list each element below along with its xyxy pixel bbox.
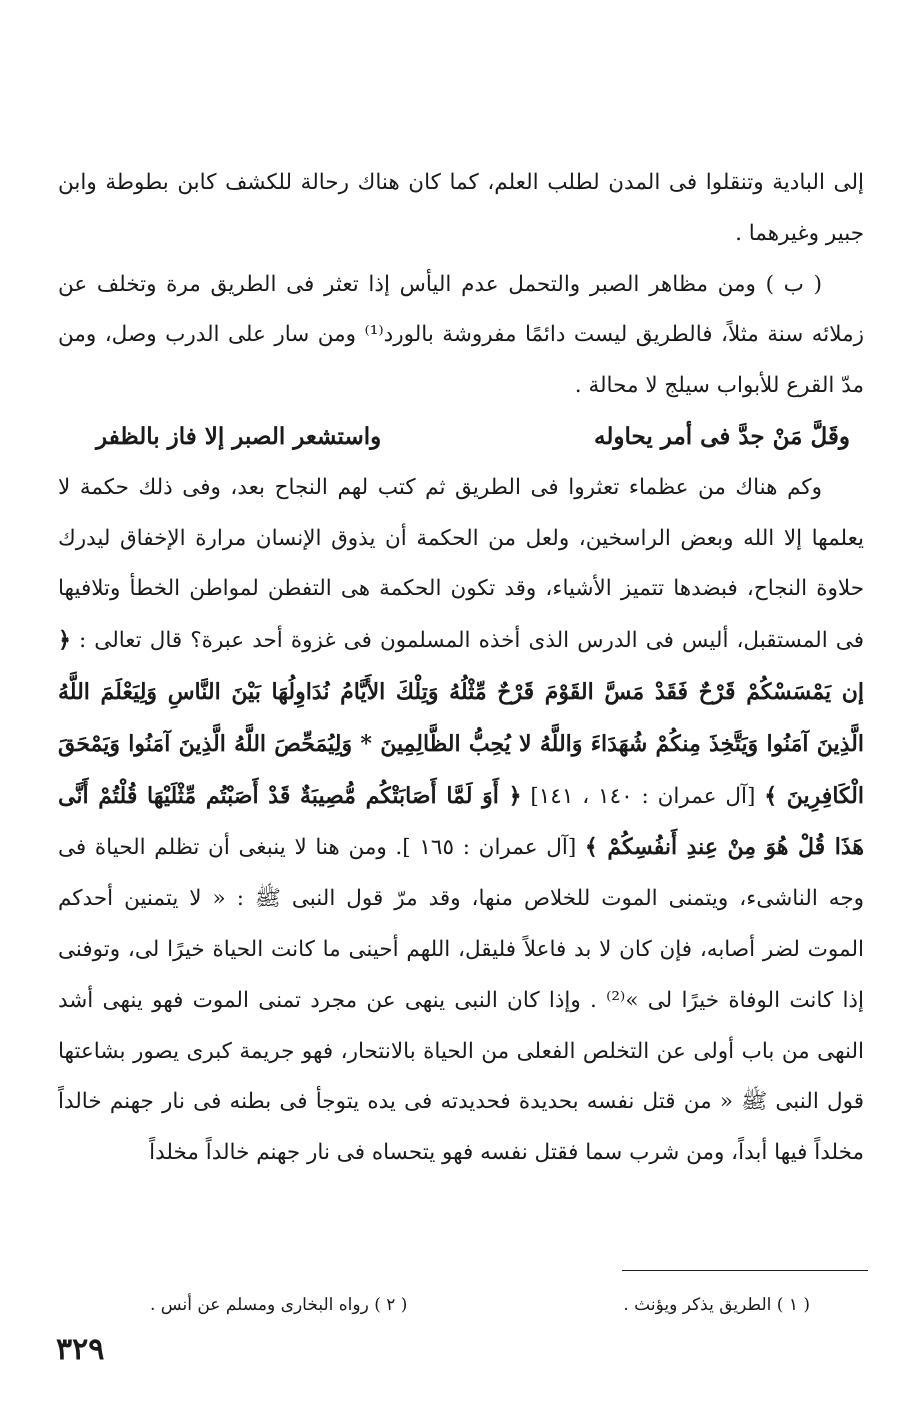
- quran-reference-2: [آل عمران : ١٦٥ ]: [402, 835, 577, 861]
- paragraph-patience: ( ب ) ومن مظاهر الصبر والتحمل عدم اليأس إذا تعثر فى الطريق مرة وتخلف عن زملائه سنة مثلاً، فالطريق ليست دائمًا مفروشة بالورد⁽¹⁾ ومن سار على الدرب وصل، ومن مدّ القرع للأبواب سيلج لا محالة .: [58, 271, 864, 399]
- quran-verse-2: ﴿ أَوَ لَمَّا أَصَابَتْكُم مُّصِيبَةٌ قَدْ أَصَبْتُم مِّثْلَيْهَا قُلْتُمْ أَنَّى هَذَا قُلْ هُوَ مِنْ عِندِ أَنفُسِكُمْ ﴾: [58, 782, 864, 861]
- quran-verse-1: ﴿ إن يَمْسَسْكُمْ قَرْحٌ فَقَدْ مَسَّ القَوْمَ قَرْحٌ مِّثْلُهُ وَتِلْكَ الأَيَّامُ نُدَاوِلُهَا بَيْنَ النَّاسِ وَلِيَعْلَمَ اللَّهُ الَّذِينَ آمَنُوا وَيَتَّخِذَ مِنكُمْ شُهَدَاءَ وَاللَّهُ لا يُحِبُّ الظَّالِمِينَ * وَلِيُمَحِّصَ اللَّهُ الَّذِينَ آمَنُوا وَيَمْحَقَ الْكَافِرِينَ ﴾: [58, 627, 864, 809]
- page-number: ٣٢٩: [56, 1332, 105, 1367]
- footnotes: [150, 1292, 810, 1318]
- poem-verse: [58, 412, 864, 463]
- footnote-1: ( ١ ) الطريق يذكر ويؤنث .: [623, 1295, 810, 1315]
- main-intro: وكم هناك من عظماء تعثروا فى الطريق ثم كتب لهم النجاح بعد، وفى ذلك حكمة لا يعلمها إلا الله وبعض الراسخين، ولعل من الحكمة أن يذوق الإنسان مرارة الإخفاق ليدرك حلاوة النجاح، فبضدها تتميز الأشياء، وقد تكون الحكمة هى التفطن لمواطن الخطأ وتلافيها فى المستقبل، أليس فى الدرس الذى أخذه المسلمون فى غزوة أحد عبرة؟ قال تعالى :: [58, 474, 864, 654]
- poem-first-hemistich: وقَلَّ مَنْ جدَّ فى أمر يحاوله: [594, 422, 850, 450]
- footnote-2: ( ٢ ) رواه البخارى ومسلم عن أنس .: [150, 1295, 408, 1315]
- footnote-divider: [622, 1270, 868, 1271]
- poem-second-hemistich: واستشعر الصبر إلا فاز بالظفر: [96, 422, 382, 450]
- main-continuation: . ومن هنا لا ينبغى أن تظلم الحياة فى وجه الناشىء، ويتمنى الموت للخلاص منها، وقد مرّ قول النبى ﷺ : « لا يتمنين أحدكم الموت لضر أصابه، فإن كان لا بد فاعلاً فليقل، اللهم أحينى ما كانت الحياة خيرًا لى، وتوفنى إذا كانت الوفاة خيرًا لى »⁽²⁾ . وإذا كان النبى ينهى عن مجرد تمنى الموت فهو ينهى أشد النهى من باب أولى عن التخلص الفعلى من الحياة بالانتحار، فهو جريمة كبرى يصور بشاعتها قول النبى ﷺ « من قتل نفسه بحديدة فحديدته فى يده يتوجأ فى بطنه فى نار جهنم خالداً مخلداً فيها أبداً، ومن شرب سما فقتل نفسه فهو يتحساه فى نار جهنم خالداً مخلداً: [58, 835, 864, 1166]
- quran-reference-1: [آل عمران : ١٤٠ ، ١٤١]: [530, 783, 756, 809]
- body-text: [58, 158, 864, 1179]
- paragraph-main: [58, 463, 864, 1179]
- paragraph-continuation: إلى البادية وتنقلوا فى المدن لطلب العلم، كما كان هناك رحالة للكشف كابن بطوطة وابن جبير وغيرهما .: [58, 170, 864, 246]
